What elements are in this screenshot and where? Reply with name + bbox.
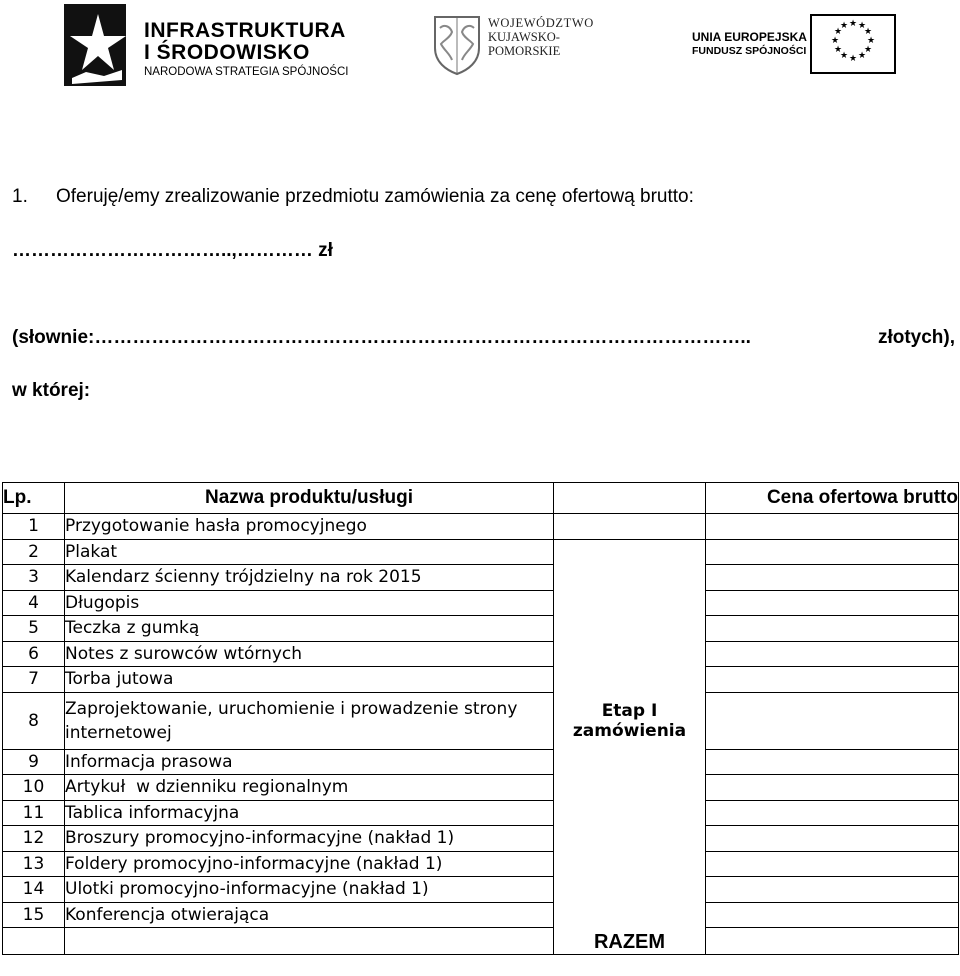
row-name: Informacja prasowa [65, 749, 554, 775]
words-label: (słownie:………………………………………………………………………………………….. [12, 327, 751, 348]
total-row [3, 928, 959, 955]
price-cell[interactable] [706, 667, 959, 693]
etap-cell [554, 851, 706, 877]
table-row [3, 775, 959, 801]
price-cell[interactable] [706, 641, 959, 667]
row-lp: 7 [3, 667, 65, 693]
etap-cell [554, 539, 706, 565]
price-cell[interactable] [706, 877, 959, 903]
price-cell[interactable] [706, 775, 959, 801]
row-name: Zaprojektowanie, uruchomienie i prowadzenie strony internetowej [65, 692, 554, 749]
table-row [3, 877, 959, 903]
price-cell[interactable] [706, 565, 959, 591]
svg-text:★: ★ [863, 45, 873, 55]
row-name: Konferencja otwierająca [65, 902, 554, 928]
price-cell[interactable] [706, 539, 959, 565]
logo-wkp-line1: WOJEWÓDZTWO [488, 16, 594, 30]
row-lp: 6 [3, 641, 65, 667]
row-name: Plakat [65, 539, 554, 565]
table-row [3, 641, 959, 667]
table-row [3, 749, 959, 775]
etap-cell [554, 590, 706, 616]
nss-star-logo-icon [64, 2, 134, 88]
etap-cell [554, 565, 706, 591]
price-cell[interactable] [706, 514, 959, 540]
header-price: Cena ofertowa brutto [706, 483, 959, 514]
row-name: Artykuł w dzienniku regionalnym [65, 775, 554, 801]
coat-of-arms-icon [432, 14, 482, 76]
logo-is-line3: NARODOWA STRATEGIA SPÓJNOŚCI [144, 66, 349, 78]
price-cell[interactable] [706, 826, 959, 852]
etap-label-line1: Etap I [601, 700, 658, 721]
logo-unia-europejska [692, 14, 902, 76]
table-row [3, 514, 959, 540]
total-lp-blank [3, 928, 65, 955]
svg-text:★: ★ [839, 51, 849, 61]
item-number: 1. [12, 186, 28, 207]
svg-text:★: ★ [830, 36, 840, 46]
price-line: ……………………………..,………… zł [12, 240, 333, 261]
table-row [3, 826, 959, 852]
row-name: Przygotowanie hasła promocyjnego [65, 514, 554, 540]
table-row [3, 800, 959, 826]
etap-cell [554, 749, 706, 775]
offer-table [2, 482, 959, 955]
logo-wojewodztwo-kujawsko-pomorskie [430, 12, 630, 78]
row-name: Kalendarz ścienny trójdzielny na rok 2015 [65, 565, 554, 591]
in-which-label: w której: [12, 380, 91, 401]
row-name: Teczka z gumką [65, 616, 554, 642]
price-cell[interactable] [706, 800, 959, 826]
row-lp: 9 [3, 749, 65, 775]
svg-text:★: ★ [863, 27, 873, 37]
price-cell[interactable] [706, 616, 959, 642]
svg-text:★: ★ [833, 45, 843, 55]
price-in-words [12, 327, 955, 349]
svg-text:★: ★ [857, 51, 867, 61]
row-name: Foldery promocyjno-informacyjne (nakład 1) [65, 851, 554, 877]
row-lp: 5 [3, 616, 65, 642]
row-name: Broszury promocyjno-informacyjne (nakład 1) [65, 826, 554, 852]
total-label: RAZEM [554, 928, 706, 955]
offer-text: Oferuję/emy zrealizowanie przedmiotu zamówienia za cenę ofertową brutto: [56, 186, 694, 207]
row-lp: 11 [3, 800, 65, 826]
row-name: Notes z surowców wtórnych [65, 641, 554, 667]
etap-cell [554, 667, 706, 693]
total-price-cell[interactable] [706, 928, 959, 955]
table-row [3, 902, 959, 928]
svg-text:★: ★ [857, 21, 867, 31]
logo-infrastruktura-i-srodowisko [60, 0, 350, 90]
table-header-row [3, 483, 959, 514]
logo-is-line2: I ŚRODOWISKO [144, 41, 310, 64]
table-row [3, 539, 959, 565]
etap-cell [554, 902, 706, 928]
price-cell[interactable] [706, 692, 959, 749]
etap-label-line2: zamówienia [572, 720, 687, 741]
table-row [3, 692, 959, 749]
table-row [3, 851, 959, 877]
table-row [3, 590, 959, 616]
row-lp: 2 [3, 539, 65, 565]
header-product-name: Nazwa produktu/usługi [65, 483, 554, 514]
header-etap-blank [554, 483, 706, 514]
price-cell[interactable] [706, 749, 959, 775]
row-lp: 14 [3, 877, 65, 903]
etap-cell [554, 877, 706, 903]
svg-text:★: ★ [839, 21, 849, 31]
header-lp: Lp. [3, 483, 65, 514]
row-name: Torba jutowa [65, 667, 554, 693]
row-lp: 3 [3, 565, 65, 591]
etap-cell [554, 775, 706, 801]
logo-is-line1: INFRASTRUKTURA [144, 19, 346, 42]
words-currency: złotych), [877, 327, 955, 348]
eu-flag-icon [810, 14, 896, 74]
price-cell[interactable] [706, 902, 959, 928]
price-cell[interactable] [706, 851, 959, 877]
etap-cell [554, 826, 706, 852]
offer-statement [12, 186, 694, 208]
logo-ue-line1: UNIA EUROPEJSKA [692, 30, 807, 44]
etap-cell [554, 800, 706, 826]
row-lp: 12 [3, 826, 65, 852]
row-name: Ulotki promocyjno-informacyjne (nakład 1) [65, 877, 554, 903]
price-cell[interactable] [706, 590, 959, 616]
table-row [3, 565, 959, 591]
etap-cell [554, 514, 706, 540]
row-lp: 15 [3, 902, 65, 928]
row-name: Tablica informacyjna [65, 800, 554, 826]
etap-cell [554, 641, 706, 667]
table-row [3, 667, 959, 693]
row-lp: 10 [3, 775, 65, 801]
etap-cell [554, 616, 706, 642]
svg-text:★: ★ [848, 54, 858, 64]
svg-text:★: ★ [866, 36, 876, 46]
etap-label-cell [554, 692, 706, 749]
row-lp: 1 [3, 514, 65, 540]
row-lp: 8 [3, 692, 65, 749]
row-lp: 13 [3, 851, 65, 877]
svg-text:★: ★ [848, 19, 858, 29]
svg-text:★: ★ [833, 27, 843, 37]
logo-wkp-line2: KUJAWSKO-POMORSKIE [488, 30, 561, 58]
total-name-blank [65, 928, 554, 955]
table-row [3, 616, 959, 642]
row-name: Długopis [65, 590, 554, 616]
logo-ue-line2: FUNDUSZ SPÓJNOŚCI [692, 45, 807, 57]
row-lp: 4 [3, 590, 65, 616]
